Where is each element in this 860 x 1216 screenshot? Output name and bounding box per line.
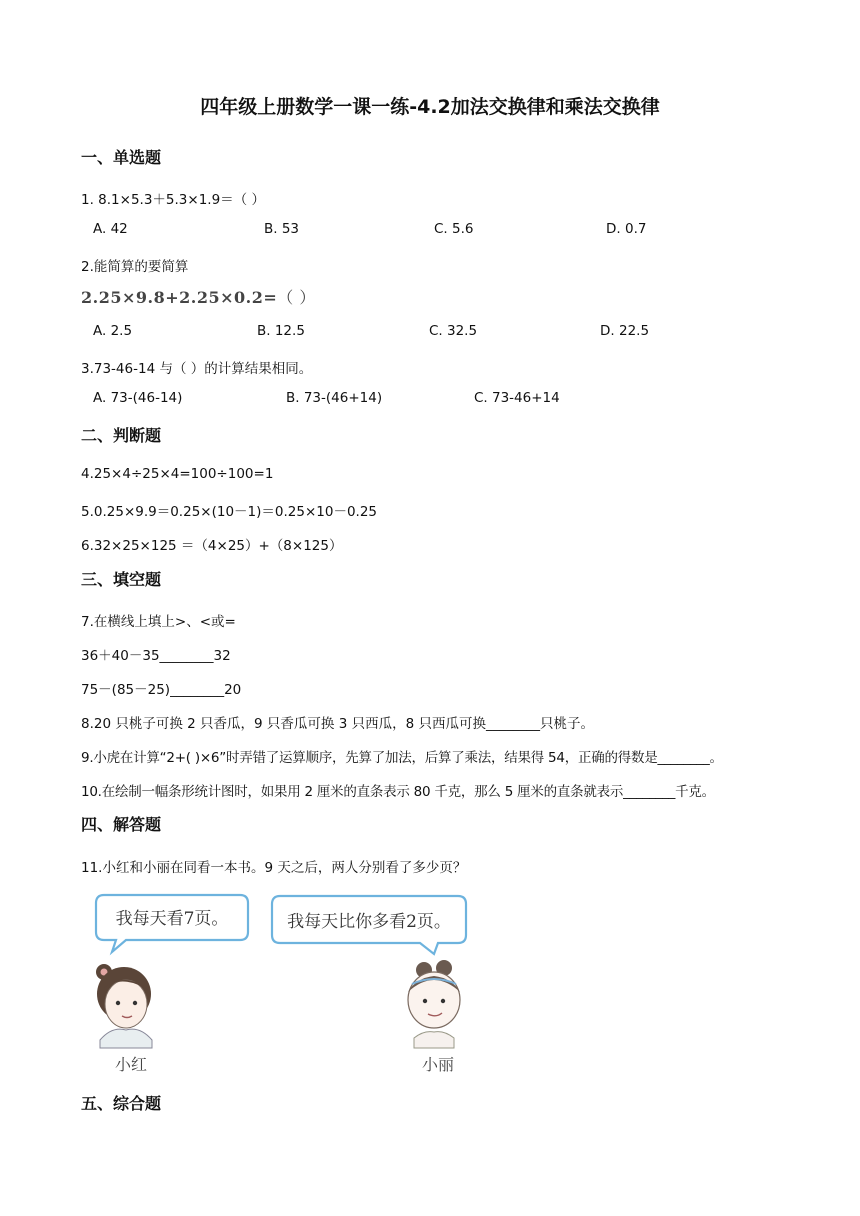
question-9: 9.小虎在计算“2+( )×6”时弄错了运算顺序，先算了加法，后算了乘法，结果得 54，正确的得数是________。: [81, 750, 723, 766]
question-4: 4.25×4÷25×4=100÷100=1: [81, 466, 274, 482]
question-11-illustration-svg: [82, 888, 482, 1078]
question-11-stem: 11.小红和小丽在同看一本书。9 天之后，两人分别看了多少页？: [81, 860, 467, 876]
girl-xiaoli-label: 小丽: [421, 1055, 455, 1074]
question-2-expression: [81, 285, 316, 308]
girl-xiaohong-figure: [96, 964, 152, 1048]
question-7-stem: 7.在横线上填上>、<或=: [81, 614, 236, 630]
question-6: 6.32×25×125 ＝（4×25）+（8×125）: [81, 538, 343, 554]
section-heading-fill-blank: 三、填空题: [81, 570, 162, 589]
question-3-option-b[interactable]: B. 73-(46+14): [286, 390, 383, 406]
question-3-option-c[interactable]: C. 73-46+14: [474, 390, 560, 406]
question-10: 10.在绘制一幅条形统计图时，如果用 2 厘米的直条表示 80 千克，那么 5 厘米的直条就表示________千克。: [81, 784, 715, 800]
section-heading-word-problems: 四、解答题: [81, 815, 162, 834]
question-7-line-1: 36＋40－35________32: [81, 648, 231, 664]
question-2-expression-text: 2.25×9.8+2.25×0.2=: [81, 288, 278, 307]
question-1-option-b[interactable]: B. 53: [264, 221, 300, 237]
question-2-option-d[interactable]: D. 22.5: [600, 323, 650, 339]
section-heading-true-false: 二、判断题: [81, 426, 162, 445]
question-1-option-a[interactable]: A. 42: [93, 221, 128, 237]
page-title: 四年级上册数学一课一练-4.2加法交换律和乘法交换律: [200, 96, 660, 118]
question-2-option-c[interactable]: C. 32.5: [429, 323, 478, 339]
question-1-option-d[interactable]: D. 0.7: [606, 221, 647, 237]
question-11-illustration: [82, 888, 482, 1078]
question-1-stem: 1. 8.1×5.3＋5.3×1.9＝（ ）: [81, 192, 265, 208]
speech-bubble-1-text: 我每天看7页。: [115, 909, 229, 929]
question-2-stem: 2.能简算的要简算: [81, 259, 189, 275]
question-8: 8.20 只桃子可换 2 只香瓜，9 只香瓜可换 3 只西瓜，8 只西瓜可换________只桃子。: [81, 716, 594, 732]
question-5: 5.0.25×9.9＝0.25×(10－1)＝0.25×10－0.25: [81, 504, 377, 520]
section-heading-single-choice: 一、单选题: [81, 148, 162, 167]
question-7-line-2: 75－(85－25)________20: [81, 682, 242, 698]
question-2-option-a[interactable]: A. 2.5: [93, 323, 133, 339]
section-heading-comprehensive: 五、综合题: [81, 1094, 162, 1113]
speech-bubble-2-text: 我每天比你多看2页。: [287, 912, 451, 932]
question-3-option-a[interactable]: A. 73-(46-14): [93, 390, 183, 406]
girl-xiaohong-label: 小红: [114, 1055, 148, 1074]
girl-xiaoli-figure: [408, 960, 460, 1048]
question-3-stem: 3.73-46-14 与（ ）的计算结果相同。: [81, 361, 313, 377]
question-2-answer-paren: （ ）: [277, 288, 316, 307]
question-1-option-c[interactable]: C. 5.6: [434, 221, 474, 237]
question-2-option-b[interactable]: B. 12.5: [257, 323, 305, 339]
